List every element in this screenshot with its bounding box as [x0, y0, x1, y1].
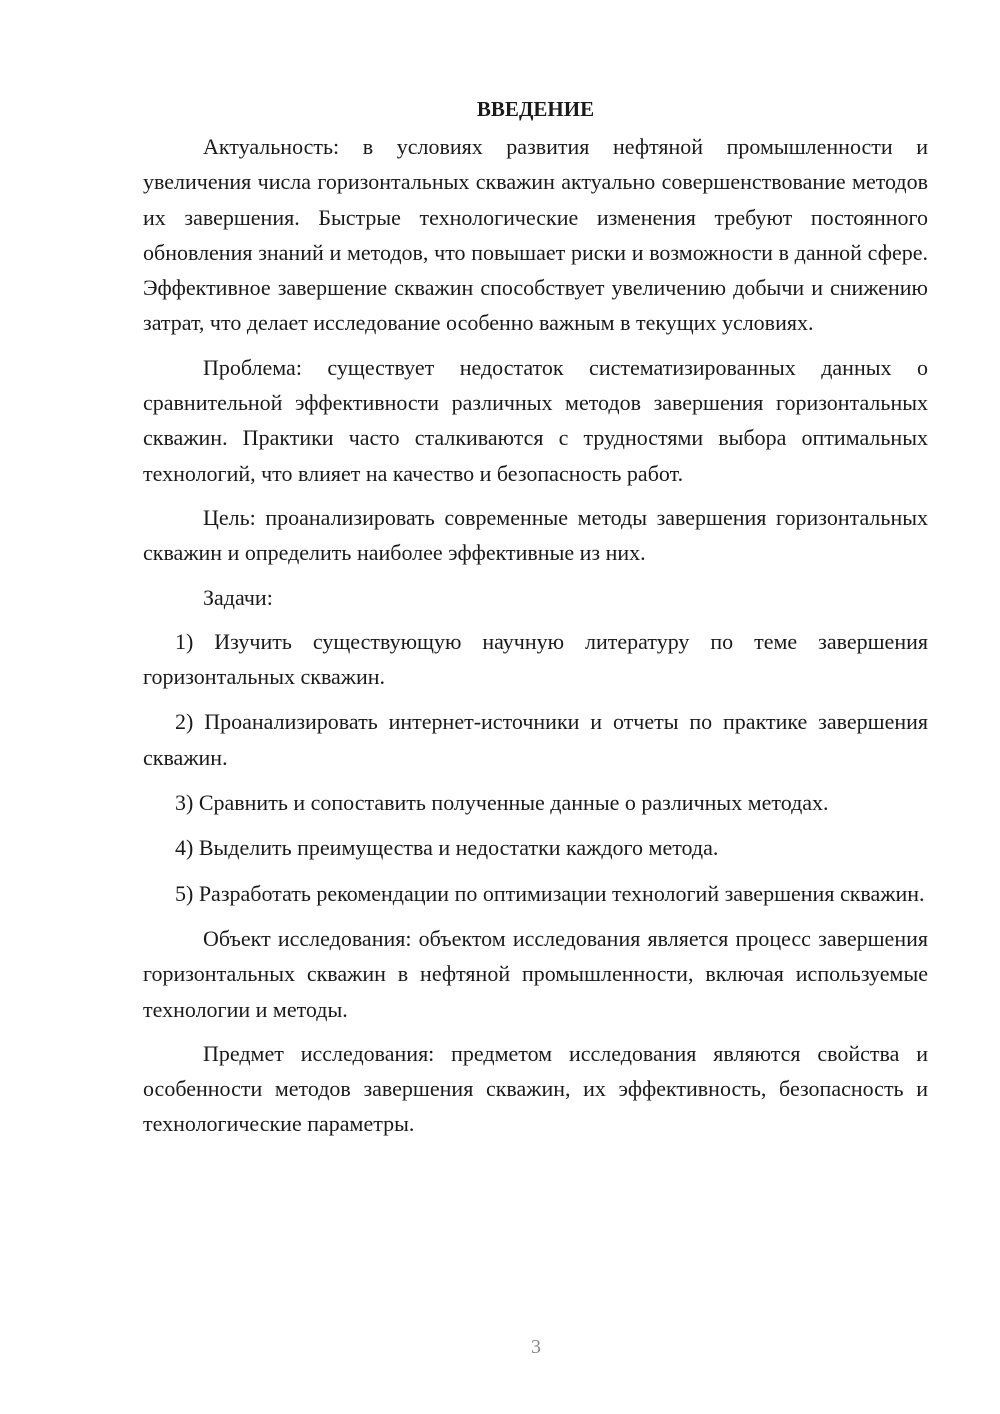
task-item: 3) Сравнить и сопоставить полученные данные о различных методах.: [175, 790, 829, 816]
subject-paragraph: Предмет исследования: предметом исследования являются свойства и особенности методов завершения скважин, их эффективность, безопасность и технологические параметры.: [143, 1040, 928, 1137]
page-body: [143, 92, 928, 1151]
page-title: ВВЕДЕНИЕ: [476, 97, 595, 121]
task-item: 5) Разработать рекомендации по оптимизации технологий завершения скважин.: [175, 880, 925, 906]
tasks-heading: Задачи:: [203, 584, 273, 610]
task-item: 4) Выделить преимущества и недостатки каждого метода.: [175, 835, 719, 861]
page-number: 3: [531, 1336, 541, 1358]
relevance-paragraph: Актуальность: в условиях развития нефтяной промышленности и увеличения числа горизонтальных скважин актуально совершенствование методов их завершения. Быстрые технологические изменения требуют постоянного обновления знаний и методов, что повышает риски и возможности в данной сфере. Эффективное завершение скважин способствует увеличению добычи и снижению затрат, что делает исследование особенно важным в текущих условиях.: [143, 134, 928, 336]
task-item: 1) Изучить существующую научную литературу по теме завершения горизонтальных скважин.: [143, 628, 928, 690]
goal-paragraph: Цель: проанализировать современные методы завершения горизонтальных скважин и определить наиболее эффективные из них.: [143, 504, 928, 566]
problem-paragraph: Проблема: существует недостаток систематизированных данных о сравнительной эффективности различных методов завершения горизонтальных скважин. Практики часто сталкиваются с трудностями выбора оптимальных технологий, что влияет на качество и безопасность работ.: [143, 354, 928, 486]
task-item: 2) Проанализировать интернет-источники и отчеты по практике завершения скважин.: [143, 709, 928, 770]
tasks-list: [143, 624, 928, 911]
object-paragraph: Объект исследования: объектом исследования является процесс завершения горизонтальных скважин в нефтяной промышленности, включая используемые технологии и методы.: [143, 925, 928, 1022]
